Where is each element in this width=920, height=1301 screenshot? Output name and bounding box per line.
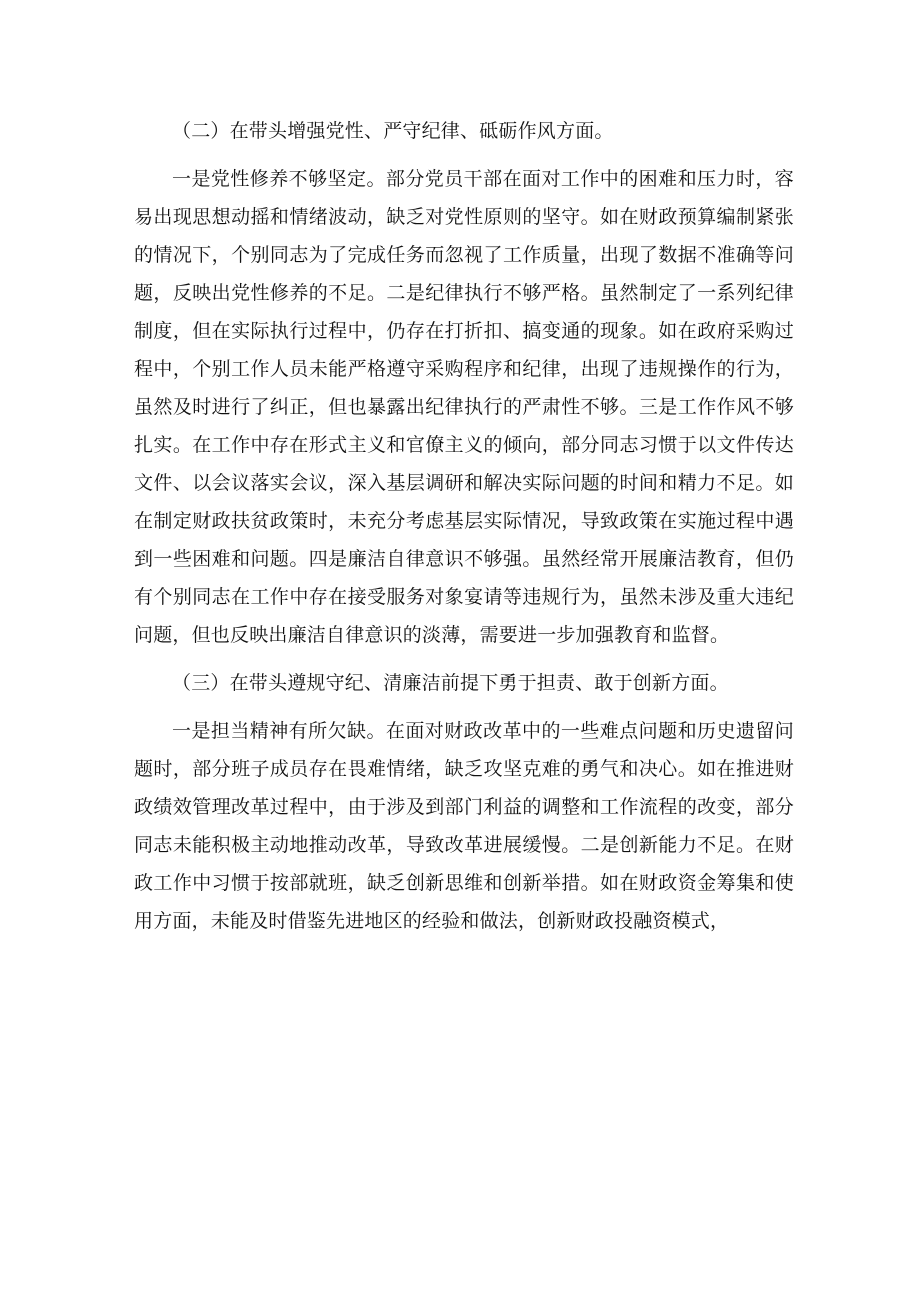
section-2-paragraph: 一是党性修养不够坚定。部分党员干部在面对工作中的困难和压力时，容易出现思想动摇和情绪波动，缺乏对党性原则的坚守。如在财政预算编制紧张的情况下，个别同志为了完成任务而忽视了工作质量，出现了数据不准确等问题，反映出党性修养的不足。二是纪律执行不够严格。虽然制定了一系列纪律制度，但在实际执行过程中，仍存在打折扣、搞变通的现象。如在政府采购过程中，个别工作人员未能严格遵守采购程序和纪律，出现了违规操作的行为，虽然及时进行了纠正，但也暴露出纪律执行的严肃性不够。三是工作作风不够扎实。在工作中存在形式主义和官僚主义的倾向，部分同志习惯于以文件传达文件、以会议落实会议，深入基层调研和解决实际问题的时间和精力不足。如在制定财政扶贫政策时，未充分考虑基层实际情况，导致政策在实施过程中遇到一些困难和问题。四是廉洁自律意识不够强。虽然经常开展廉洁教育，但仍有个别同志在工作中存在接受服务对象宴请等违规行为，虽然未涉及重大违纪问题，但也反映出廉洁自律意识的淡薄，需要进一步加强教育和监督。 bbox=[134, 168, 794, 646]
section-3-paragraph: 一是担当精神有所欠缺。在面对财政改革中的一些难点问题和历史遗留问题时，部分班子成员存在畏难情绪，缺乏攻坚克难的勇气和决心。如在推进财政绩效管理改革过程中，由于涉及到部门利益的调整和工作流程的改变，部分同志未能积极主动地推动改革，导致改革进展缓慢。二是创新能力不足。在财政工作中习惯于按部就班，缺乏创新思维和创新举措。如在财政资金筹集和使用方面，未能及时借鉴先进地区的经验和做法，创新财政投融资模式， bbox=[134, 720, 794, 932]
section-3-heading: （三）在带头遵规守纪、清廉洁前提下勇于担责、敢于创新方面。 bbox=[172, 672, 729, 694]
section-2-heading: （二）在带头增强党性、严守纪律、砥砺作风方面。 bbox=[172, 120, 614, 142]
document-body bbox=[134, 112, 794, 950]
